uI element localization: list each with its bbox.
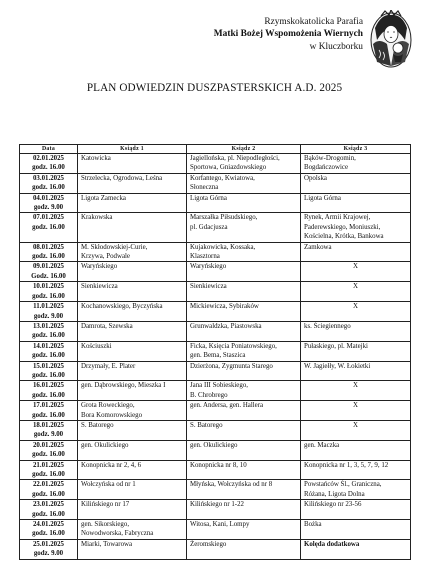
street-line: Bąków-Drogomin, xyxy=(304,155,356,162)
priest-3-streets-cell xyxy=(301,539,411,559)
street-line: Krzywa, Podwale xyxy=(81,253,130,261)
priest-3-streets-cell xyxy=(301,361,411,381)
priest-3-streets-cell xyxy=(301,341,411,361)
street-line: Strzelecka, Ogrodowa, Leśna xyxy=(81,174,163,182)
date-cell xyxy=(20,302,78,322)
priest-1-streets-cell xyxy=(78,520,187,540)
no-visit-mark: X xyxy=(353,263,358,271)
visit-time: godz. 9.00 xyxy=(33,204,64,212)
street-line: Sportowa, Gniazdowskiego xyxy=(190,164,267,172)
street-line: Ligota Zamecka xyxy=(81,194,126,202)
priest-2-streets-cell xyxy=(187,420,301,440)
visit-time: godz. 16.00 xyxy=(32,451,65,459)
street-line: Mickiewicza, Sybiraków xyxy=(190,303,259,311)
visit-time: godz. 16.00 xyxy=(32,352,65,360)
table-row xyxy=(20,302,411,322)
street-line: Żeromskiego xyxy=(190,540,227,548)
street-line: Sienkiewicza xyxy=(190,283,227,291)
priest-2-streets-cell xyxy=(187,361,301,381)
street-line: Kilińskiego nr 23-56 xyxy=(304,501,362,509)
street-line: Kościuszki xyxy=(81,342,112,350)
table-row xyxy=(20,321,411,341)
visit-date: 15.01.2025 xyxy=(32,362,64,370)
priest-3-streets-cell xyxy=(301,480,411,500)
visit-date: 21.01.2025 xyxy=(32,461,64,469)
priest-2-streets-cell xyxy=(187,213,301,242)
street-line: Jagiellońska, pl. Niepodległości, xyxy=(190,155,280,162)
priest-3-streets-cell xyxy=(301,500,411,520)
street-line: Konopnicka nr 2, 4, 6 xyxy=(81,461,142,469)
table-row xyxy=(20,480,411,500)
priest-1-streets-cell xyxy=(78,440,187,460)
street-line: Marszałka Piłsudskiego, xyxy=(190,214,258,222)
street-line: Waryńskiego xyxy=(81,263,118,271)
visit-time: Godz. 16.00 xyxy=(31,272,66,280)
priest-2-streets-cell xyxy=(187,520,301,540)
street-line: Sienkiewicza xyxy=(81,283,118,291)
visit-time: godz. 16.00 xyxy=(32,292,65,300)
street-line: Klasztorna xyxy=(190,253,220,261)
visit-date: 16.01.2025 xyxy=(32,382,64,390)
priest-2-streets-cell xyxy=(187,193,301,213)
priest-3-streets-cell xyxy=(301,520,411,540)
priest-3-streets-cell xyxy=(301,321,411,341)
visit-date: 09.01.2025 xyxy=(32,263,64,271)
priest-3-streets-cell xyxy=(301,381,411,401)
table-row xyxy=(20,154,411,174)
visit-time: godz. 16.00 xyxy=(32,411,65,419)
street-line: Ficka, Księcia Poniatowskiego, xyxy=(190,342,277,350)
date-cell xyxy=(20,213,78,242)
street-line: gen. Okulickiego xyxy=(81,441,129,449)
street-line: Konopnicka nr 8, 10 xyxy=(190,461,247,469)
table-row xyxy=(20,401,411,421)
street-line: B. Chrobrego xyxy=(190,391,228,399)
street-line: Krakowska xyxy=(81,214,113,222)
priest-1-streets-cell xyxy=(78,341,187,361)
plan-title: PLAN ODWIEDZIN DUSZPASTERSKICH A.D. 2025 xyxy=(86,82,343,94)
street-line: Paderewskiego, Moniuszki, xyxy=(304,223,381,231)
street-line: Kilińskiego nr 17 xyxy=(81,501,130,509)
priest-2-streets-cell xyxy=(187,460,301,480)
parish-name-line2: Matki Bożej Wspomożenia Wiernych xyxy=(213,29,363,40)
table-row xyxy=(20,242,411,262)
parish-name-line1: Rzymskokatolicka Parafia xyxy=(264,17,363,27)
street-line: gen. Okulickiego xyxy=(190,441,238,449)
table-row xyxy=(20,539,411,559)
street-line: Kochanowskiego, Byczyńska xyxy=(81,303,163,311)
priest-2-streets-cell xyxy=(187,401,301,421)
street-line: Nowodworska, Fabryczna xyxy=(81,530,154,538)
priest-1-streets-cell xyxy=(78,361,187,381)
street-line: Rynek, Armii Krajowej, xyxy=(304,214,371,222)
date-cell xyxy=(20,341,78,361)
date-cell xyxy=(20,262,78,282)
visit-date: 20.01.2025 xyxy=(32,441,64,449)
street-line: Bożka xyxy=(304,521,322,529)
priest-2-streets-cell xyxy=(187,242,301,262)
priest-1-streets-cell xyxy=(78,242,187,262)
priest-2-streets-cell xyxy=(187,480,301,500)
priest-1-streets-cell xyxy=(78,262,187,282)
visit-date: 07.01.2025 xyxy=(32,214,64,222)
date-cell xyxy=(20,480,78,500)
street-line: gen. Sikorskiego, xyxy=(81,521,130,529)
street-line: Kolęda dodatkowa xyxy=(304,540,360,548)
date-cell xyxy=(20,401,78,421)
priest-3-streets-cell xyxy=(301,173,411,193)
table-row xyxy=(20,173,411,193)
visit-date: 13.01.2025 xyxy=(32,322,64,330)
street-line: Słoneczna xyxy=(190,184,219,192)
street-line: gen. Maczka xyxy=(304,441,340,449)
street-line: M. Skłodowskiej-Curie, xyxy=(81,243,148,251)
date-cell xyxy=(20,420,78,440)
visit-time: godz. 16.00 xyxy=(32,471,65,478)
date-cell xyxy=(20,242,78,262)
visit-time: godz. 16.00 xyxy=(32,184,65,192)
street-line: Młyńska, Wołczyńska od nr 8 xyxy=(190,481,273,489)
priest-1-streets-cell xyxy=(78,282,187,302)
no-visit-mark: X xyxy=(353,283,358,291)
street-line: Różana, Ligota Dolna xyxy=(304,490,365,498)
priest-1-streets-cell xyxy=(78,154,187,174)
visit-time: godz. 16.00 xyxy=(32,510,65,518)
visit-date: 23.01.2025 xyxy=(32,501,64,509)
no-visit-mark: X xyxy=(353,421,358,429)
visit-time: godz. 16.00 xyxy=(32,490,65,498)
street-line: Bogdańczowice xyxy=(304,164,349,172)
date-cell xyxy=(20,173,78,193)
visit-time: godz. 9.00 xyxy=(33,431,64,439)
visit-date: 17.01.2025 xyxy=(32,402,64,410)
street-line: Jana III Sobieskiego, xyxy=(190,382,248,390)
visit-time: godz. 16.00 xyxy=(32,391,65,399)
table-row xyxy=(20,420,411,440)
table-row xyxy=(20,341,411,361)
street-line: Pułaskiego, pl. Matejki xyxy=(304,342,368,350)
priest-3-streets-cell xyxy=(301,440,411,460)
priest-3-streets-cell xyxy=(301,262,411,282)
priest-1-streets-cell xyxy=(78,321,187,341)
street-line: S. Batorego xyxy=(190,421,223,429)
priest-1-streets-cell xyxy=(78,193,187,213)
date-cell xyxy=(20,500,78,520)
visit-date: 02.01.2025 xyxy=(32,155,64,162)
date-cell xyxy=(20,193,78,213)
visit-schedule-table xyxy=(19,144,411,560)
visit-time: godz. 9.00 xyxy=(33,550,64,558)
visit-date: 22.01.2025 xyxy=(32,481,64,489)
street-line: gen. Dąbrowskiego, Mieszka I xyxy=(81,382,166,390)
street-line: pl. Gdacjusza xyxy=(190,223,228,231)
street-line: Konopnicka nr 1, 3, 5, 7, 9, 12 xyxy=(304,461,389,469)
street-line: gen. Bema, Staszica xyxy=(190,352,246,360)
table-row xyxy=(20,500,411,520)
priest-1-streets-cell xyxy=(78,500,187,520)
date-cell xyxy=(20,361,78,381)
street-line: Bora Komorowskiego xyxy=(81,411,143,419)
no-visit-mark: X xyxy=(353,382,358,390)
visit-time: godz. 16.00 xyxy=(32,164,65,172)
visit-date: 08.01.2025 xyxy=(32,243,64,251)
visit-time: godz. 16.00 xyxy=(32,371,65,379)
priest-2-streets-cell xyxy=(187,539,301,559)
street-line: Kilińskiego nr 1-22 xyxy=(190,501,244,509)
priest-3-streets-cell xyxy=(301,401,411,421)
street-line: Miarki, Towarowa xyxy=(81,540,133,548)
street-line: Ligota Górna xyxy=(190,194,227,202)
table-row xyxy=(20,440,411,460)
street-line: Katowicka xyxy=(81,155,111,162)
visit-date: 11.01.2025 xyxy=(33,303,64,311)
street-line: Witosa, Kani, Lompy xyxy=(190,521,250,529)
column-header-date: Data xyxy=(20,145,78,154)
street-line: Wołczyńska od nr 1 xyxy=(81,481,136,489)
priest-2-streets-cell xyxy=(187,262,301,282)
visit-time: godz. 16.00 xyxy=(32,223,65,231)
priest-3-streets-cell xyxy=(301,460,411,480)
priest-1-streets-cell xyxy=(78,480,187,500)
street-line: W. Jagiełły, W. Łokietki xyxy=(304,362,371,370)
street-line: Grunwaldzka, Piastowska xyxy=(190,322,262,330)
street-line: Zamkowa xyxy=(304,243,332,251)
column-header-priest-2: Ksiądz 2 xyxy=(187,145,301,154)
priest-3-streets-cell xyxy=(301,420,411,440)
street-line: ks. Ściegiennego xyxy=(304,322,351,330)
table-header-row xyxy=(20,145,411,154)
visit-date: 24.01.2025 xyxy=(32,521,64,529)
date-cell xyxy=(20,282,78,302)
street-line: Opolska xyxy=(304,174,327,182)
visit-date: 10.01.2025 xyxy=(32,283,64,291)
visit-date: 03.01.2025 xyxy=(32,174,64,182)
madonna-emblem-icon xyxy=(367,10,415,72)
date-cell xyxy=(20,381,78,401)
priest-1-streets-cell xyxy=(78,539,187,559)
date-cell xyxy=(20,539,78,559)
priest-3-streets-cell xyxy=(301,213,411,242)
street-line: Damrota, Szewska xyxy=(81,322,133,330)
street-line: Grota Roweckiego, xyxy=(81,402,135,410)
priest-1-streets-cell xyxy=(78,460,187,480)
priest-2-streets-cell xyxy=(187,381,301,401)
street-line: Powstańców Śl., Graniczna, xyxy=(304,481,382,489)
column-header-priest-1: Ksiądz 1 xyxy=(78,145,187,154)
visit-time: godz. 9.00 xyxy=(33,312,64,320)
priest-1-streets-cell xyxy=(78,401,187,421)
priest-1-streets-cell xyxy=(78,381,187,401)
visit-time: godz. 16.00 xyxy=(32,332,65,340)
street-line: Ligota Górna xyxy=(304,194,341,202)
priest-3-streets-cell xyxy=(301,154,411,174)
table-row xyxy=(20,193,411,213)
street-line: gen. Andersa, gen. Hallera xyxy=(190,402,264,410)
priest-2-streets-cell xyxy=(187,154,301,174)
table-row xyxy=(20,262,411,282)
table-row xyxy=(20,460,411,480)
date-cell xyxy=(20,154,78,174)
date-cell xyxy=(20,321,78,341)
priest-2-streets-cell xyxy=(187,302,301,322)
street-line: Dzierżona, Zygmunta Starego xyxy=(190,362,273,370)
priest-3-streets-cell xyxy=(301,193,411,213)
date-cell xyxy=(20,460,78,480)
priest-2-streets-cell xyxy=(187,341,301,361)
street-line: Drzymały, E. Plater xyxy=(81,362,136,370)
parish-name-line3: w Kluczborku xyxy=(309,41,363,52)
table-row xyxy=(20,381,411,401)
table-row xyxy=(20,213,411,242)
date-cell xyxy=(20,440,78,460)
visit-date: 25.01.2025 xyxy=(32,540,64,548)
visit-date: 18.01.2025 xyxy=(32,421,64,429)
priest-1-streets-cell xyxy=(78,420,187,440)
parish-header xyxy=(214,16,363,53)
no-visit-mark: X xyxy=(353,303,358,311)
no-visit-mark: X xyxy=(353,402,358,410)
priest-2-streets-cell xyxy=(187,500,301,520)
street-line: Korfantego, Kwiatowa, xyxy=(190,174,255,182)
visit-date: 04.01.2025 xyxy=(32,194,64,202)
priest-3-streets-cell xyxy=(301,242,411,262)
visit-time: godz. 16.00 xyxy=(32,253,65,261)
priest-2-streets-cell xyxy=(187,321,301,341)
table-row xyxy=(20,520,411,540)
priest-1-streets-cell xyxy=(78,302,187,322)
priest-3-streets-cell xyxy=(301,302,411,322)
table-row xyxy=(20,361,411,381)
priest-1-streets-cell xyxy=(78,213,187,242)
street-line: Waryńskiego xyxy=(190,263,227,271)
visit-time: godz. 16.00 xyxy=(32,530,65,538)
priest-2-streets-cell xyxy=(187,173,301,193)
street-line: S. Batorego xyxy=(81,421,114,429)
table-row xyxy=(20,282,411,302)
column-header-priest-3: Ksiądz 3 xyxy=(301,145,411,154)
priest-2-streets-cell xyxy=(187,282,301,302)
priest-3-streets-cell xyxy=(301,282,411,302)
priest-1-streets-cell xyxy=(78,173,187,193)
street-line: Kujakowicka, Kossaka, xyxy=(190,243,256,251)
street-line: Kościelna, Krótka, Bankowa xyxy=(304,233,384,241)
date-cell xyxy=(20,520,78,540)
priest-2-streets-cell xyxy=(187,440,301,460)
visit-date: 14.01.2025 xyxy=(32,342,64,350)
